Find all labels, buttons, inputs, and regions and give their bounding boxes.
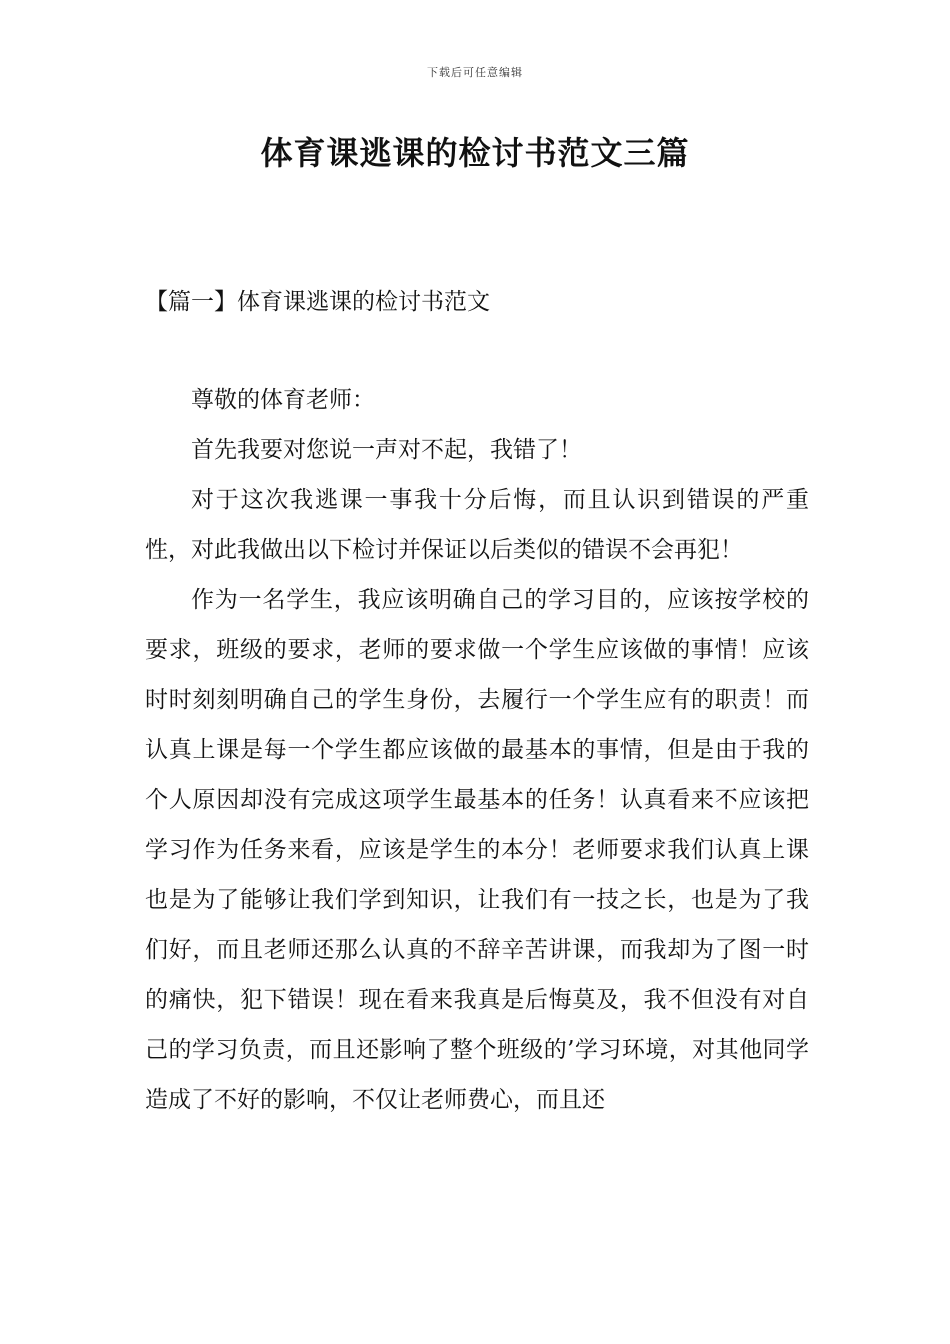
body-paragraph: 首先我要对您说一声对不起，我错了！ xyxy=(191,437,582,463)
body-paragraph: 作为一名学生，我应该明确自己的学习目的，应该按学校的要求，班级的要求，老师的要求做一个学生应该做的事情！应该时时刻刻明确自己的学生身份，去履行一个学生应有的职责！而认真上课是每一个学生都应该做的最基本的事情，但是由于我的个人原因却没有完成这项学生最基本的任务！认真看来不应该把学习作为任务来看，应该是学生的本分！老师要求我们认真上课也是为了能够让我们学到知识，让我们有一技之长，也是为了我们好，而且老师还那么认真的不辞辛苦讲课，而我却为了图一时的痛快，犯下错误！现在看来我真是后悔莫及，我不但没有对自己的学习负责，而且还影响了整个班级的’学习环境，对其他同学造成了不好的影响，不仅让老师费心，而且还 xyxy=(145,587,809,1113)
header-note: 下载后可任意编辑 xyxy=(427,66,523,79)
section-heading: 【篇一】体育课逃课的检讨书范文 xyxy=(145,289,490,315)
salutation: 尊敬的体育老师： xyxy=(191,387,375,413)
body-paragraph: 对于这次我逃课一事我十分后悔，而且认识到错误的严重性，对此我做出以下检讨并保证以后类似的错误不会再犯！ xyxy=(145,487,809,563)
document-body xyxy=(145,375,809,1125)
document-title: 体育课逃课的检讨书范文三篇 xyxy=(260,134,690,172)
